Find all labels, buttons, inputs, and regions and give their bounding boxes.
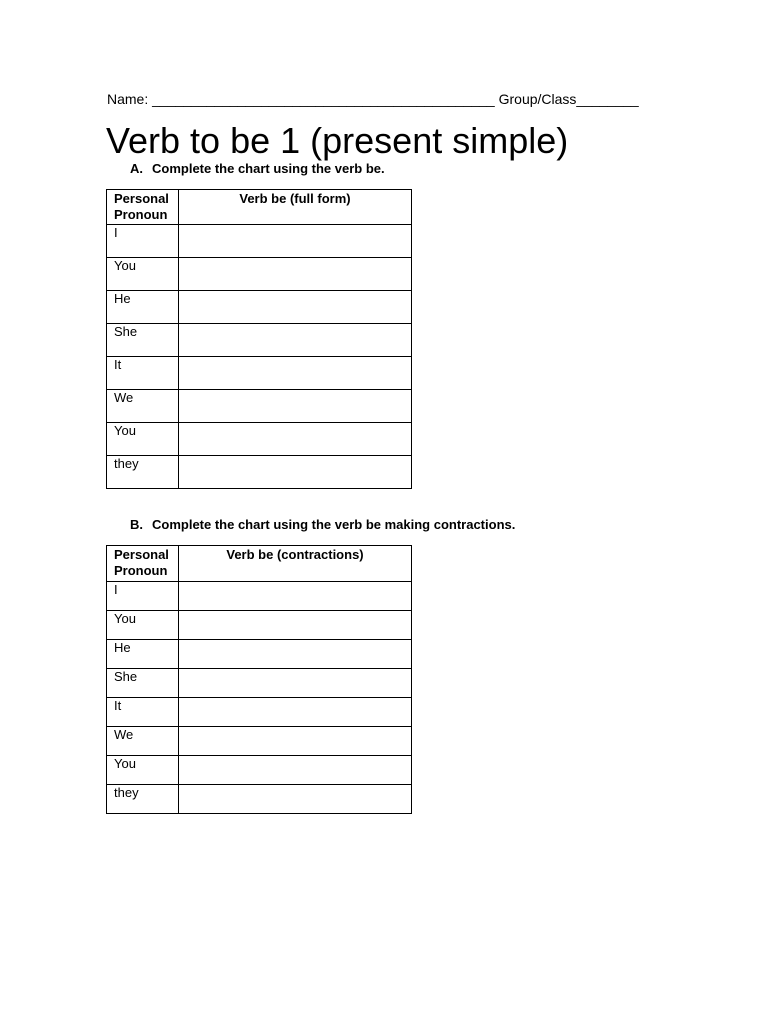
instruction-b-letter: B. — [130, 517, 143, 532]
pronoun-cell: You — [107, 611, 179, 640]
chart-b-verb-header: Verb be (contractions) — [179, 546, 412, 582]
pronoun-cell: You — [107, 258, 179, 291]
pronoun-cell: We — [107, 727, 179, 756]
name-group-class-line: Name: ____________________________________________ Group/Class________ — [107, 91, 639, 107]
table-row — [107, 669, 412, 698]
answer-cell[interactable] — [179, 291, 412, 324]
table-row — [107, 727, 412, 756]
instruction-b — [130, 517, 515, 532]
table-row — [107, 258, 412, 291]
table-row — [107, 611, 412, 640]
chart-full-form — [106, 189, 412, 489]
instruction-a-letter: A. — [130, 161, 143, 176]
chart-b-header-row — [107, 546, 412, 582]
answer-cell[interactable] — [179, 390, 412, 423]
table-row — [107, 698, 412, 727]
pronoun-cell: She — [107, 324, 179, 357]
answer-cell[interactable] — [179, 727, 412, 756]
table-row — [107, 423, 412, 456]
table-row — [107, 357, 412, 390]
answer-cell[interactable] — [179, 258, 412, 291]
pronoun-cell: He — [107, 291, 179, 324]
answer-cell[interactable] — [179, 611, 412, 640]
chart-a-pronoun-header: Personal Pronoun — [107, 190, 179, 225]
table-row — [107, 324, 412, 357]
pronoun-cell: I — [107, 582, 179, 611]
table-row — [107, 785, 412, 814]
table-row — [107, 390, 412, 423]
table-row — [107, 640, 412, 669]
chart-a-verb-header: Verb be (full form) — [179, 190, 412, 225]
instruction-a — [130, 161, 385, 176]
chart-contractions — [106, 545, 412, 814]
pronoun-cell: You — [107, 423, 179, 456]
table-row — [107, 291, 412, 324]
answer-cell[interactable] — [179, 456, 412, 489]
worksheet-title: Verb to be 1 (present simple) — [106, 120, 569, 161]
table-row — [107, 225, 412, 258]
table-row — [107, 756, 412, 785]
answer-cell[interactable] — [179, 785, 412, 814]
answer-cell[interactable] — [179, 669, 412, 698]
chart-b-pronoun-header: Personal Pronoun — [107, 546, 179, 582]
answer-cell[interactable] — [179, 640, 412, 669]
pronoun-cell: I — [107, 225, 179, 258]
answer-cell[interactable] — [179, 324, 412, 357]
table-row — [107, 456, 412, 489]
instruction-a-text: Complete the chart using the verb be. — [152, 161, 385, 176]
answer-cell[interactable] — [179, 756, 412, 785]
pronoun-cell: they — [107, 456, 179, 489]
answer-cell[interactable] — [179, 698, 412, 727]
pronoun-cell: It — [107, 698, 179, 727]
pronoun-cell: You — [107, 756, 179, 785]
answer-cell[interactable] — [179, 357, 412, 390]
table-row — [107, 582, 412, 611]
answer-cell[interactable] — [179, 225, 412, 258]
chart-a-header-row — [107, 190, 412, 225]
pronoun-cell: She — [107, 669, 179, 698]
pronoun-cell: We — [107, 390, 179, 423]
answer-cell[interactable] — [179, 582, 412, 611]
pronoun-cell: He — [107, 640, 179, 669]
pronoun-cell: It — [107, 357, 179, 390]
answer-cell[interactable] — [179, 423, 412, 456]
pronoun-cell: they — [107, 785, 179, 814]
instruction-b-text: Complete the chart using the verb be making contractions. — [152, 517, 516, 532]
